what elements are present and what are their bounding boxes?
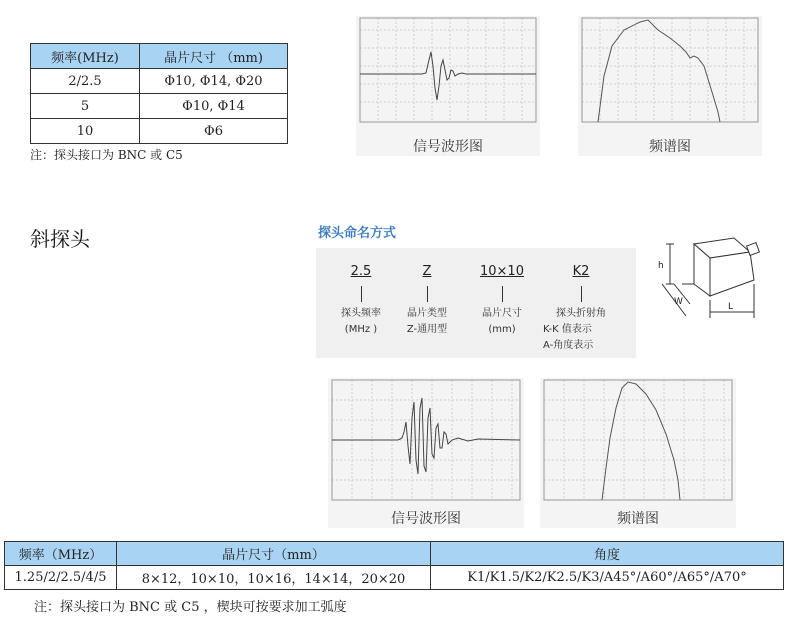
dim-l-label: L (728, 302, 734, 312)
header-frequency: 频率(MHz) (31, 44, 140, 69)
bottom-spectrum-caption: 频谱图 (617, 511, 659, 527)
header-crystal-size: 晶片尺寸（mm） (117, 542, 431, 566)
table-row (31, 69, 288, 94)
cell-angle: K1/K1.5/K2/K2.5/K3/A45°/A60°/A65°/A70° (431, 566, 784, 590)
dim-h-label: h (658, 261, 664, 271)
bottom-waveform-panel (328, 378, 524, 528)
top-waveform-chart (356, 16, 540, 156)
cell-crystal-size: Φ6 (140, 119, 288, 144)
top-waveform-panel (356, 16, 540, 156)
desc-refraction-angle (541, 306, 621, 354)
desc-line: 探头频率 (341, 308, 381, 319)
desc-line: Z-通用型 (406, 324, 448, 335)
connector-line (427, 286, 428, 302)
angle-probe-table (4, 541, 784, 590)
bottom-spectrum-chart (540, 378, 736, 528)
cell-crystal-size: Φ10, Φ14, Φ20 (140, 69, 288, 94)
connector-line (361, 286, 362, 302)
top-spectrum-panel (578, 16, 762, 156)
bottom-waveform-caption: 信号波形图 (391, 511, 461, 527)
code-refraction-angle: K2 (572, 264, 590, 279)
cell-crystal-size: 8×12，10×10，10×16，14×14，20×20 (117, 566, 431, 590)
top-spectrum-chart (578, 16, 762, 156)
code-crystal-type: Z (422, 264, 432, 279)
desc-line: A-角度表示 (543, 340, 594, 351)
bottom-waveform-chart (328, 378, 524, 528)
code-crystal-size: 10×10 (480, 264, 524, 279)
top-spectrum-caption: 频谱图 (649, 139, 691, 155)
desc-line: (mm) (488, 324, 516, 335)
cell-frequency: 2/2.5 (31, 69, 140, 94)
table-row (31, 119, 288, 144)
header-angle: 角度 (431, 542, 784, 566)
desc-line: 探头折射角 (556, 308, 606, 319)
cell-frequency: 1.25/2/2.5/4/5 (5, 566, 117, 590)
straight-probe-table (30, 43, 288, 144)
header-frequency: 频率（MHz） (5, 542, 117, 566)
cell-crystal-size: Φ10, Φ14 (140, 94, 288, 119)
desc-crystal-size (467, 306, 537, 338)
table-row (31, 94, 288, 119)
cell-frequency: 5 (31, 94, 140, 119)
bottom-spectrum-panel (540, 378, 736, 528)
desc-line: K-K 值表示 (543, 324, 592, 335)
top-table-note: 注：探头接口为 BNC 或 C5 (30, 148, 183, 162)
desc-line: 晶片类型 (407, 308, 447, 319)
desc-frequency (326, 306, 396, 338)
dim-w-label: W (674, 297, 683, 307)
header-crystal-size: 晶片尺寸 （mm) (140, 44, 288, 69)
section-title: 斜探头 (30, 227, 90, 251)
connector-line (502, 286, 503, 302)
desc-line: (MHz ) (344, 324, 378, 335)
code-frequency: 2.5 (350, 264, 372, 279)
desc-line: 晶片尺寸 (482, 308, 522, 319)
table-row (5, 566, 784, 590)
cell-frequency: 10 (31, 119, 140, 144)
probe-dimension-drawing (650, 232, 772, 324)
connector-line (581, 286, 582, 302)
desc-crystal-type (392, 306, 462, 338)
naming-panel (316, 248, 636, 358)
bottom-table-note: 注：探头接口为 BNC 或 C5 ，楔块可按要求加工弧度 (34, 600, 347, 615)
naming-title: 探头命名方式 (318, 226, 397, 241)
top-waveform-caption: 信号波形图 (413, 139, 483, 155)
